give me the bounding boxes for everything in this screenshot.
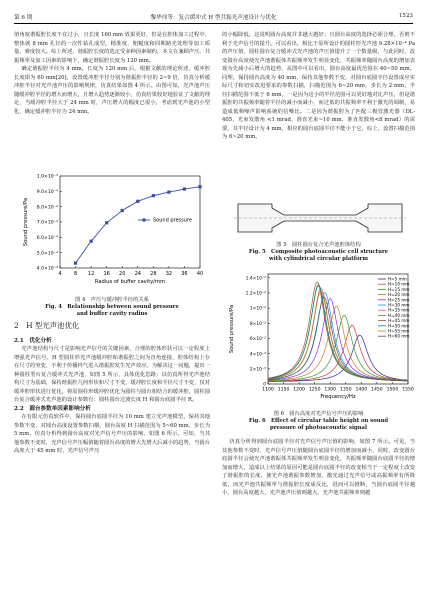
x-tick-label: 16 [103,271,110,277]
paragraph: 值角度谐振腔长度不宜过小，且长度 160 mm 效果更好，但是在腔体加工过程中，整体就 8 mm 孔径的一次性钻孔成型，精准度、粗糙度和同期路光处理等加工质量，难度较大。综上所述，谐振腔长度的选定受多种因素制约，本文在兼顾声压、共振频率及加工因素的影响下，确定谐振腔长度为 120 mm。 [14,32,210,64]
caption-en: Fig. 5 Composite photoacoustic cell structure [248,249,389,256]
caption-en: with cylindrical circular platform [269,256,368,263]
y-tick-label: 2×10⁻³ [249,367,266,373]
y-tick-label: 7.0×10⁻⁴ [36,220,58,226]
legend-label: H=55 mm [388,328,410,334]
legend-label: H=5 mm [388,276,407,282]
y-tick-label: 1.0×10⁻³ [36,174,58,180]
running-header [14,13,413,24]
y-tick-label: 5.0×10⁻⁴ [36,251,58,257]
x-tick-label: 1250 [308,387,321,393]
right-column-top [222,31,415,142]
legend-label: H=40 mm [388,312,410,318]
resonance-curve [268,297,408,381]
resonance-curve [268,306,408,380]
x-tick-label: 24 [134,271,141,277]
x-tick-label: 1500 [386,387,399,393]
y-tick-label: 1×10⁻² [249,306,266,312]
y-tick-label: 8×10⁻³ [249,321,266,327]
legend-label: H=50 mm [388,323,410,329]
y-tick-label: 8.0×10⁻⁴ [36,205,58,211]
paragraph: 的小幅降低，这说明圆台高度并非越大越好；且圆台高度的选择必须合理，否则不利于光声信号的提升。可以看出，相比于原所设计的圆柱形光声池 9.28×10⁻⁴ Pa 的声压值，圆柱圆台复合缓冲式光声池的声压值提升了一个数量级，与此同时，改变圆台高度使光声池谐振体共振频率发生明显变化，共振频率随圆台高度的增加表现为先减小后增大的趋势，从图中可以看出，圆台高度最优范围在 40~50 mm。同理，保持圆台高度为 40 mm，保持其他参数不变，对圆台底圆半径设置成应实际尺寸和切实改进要求的参数扫描，扫描范围为 6~20 mm，步长为 2 mm，半径扫描范围不低于 6 mm，一是因为这小的半径范围可以更好地对比声压，但是谐振腔的共振频率随着半径的减小而减小，而过低的共振频率不利于激光的调制，易造成低频噪声影响系统的信噪比。二是因为谐振腔为了匹配三极管激光器（DL-405，光束发散角 <1 mrad，准直光束~10 mm，准直发散角<8 mrad）的需要，其半径设计为 4 mm，相应的圆台底圆半径不能小于它，综上，设置扫描范围为 6~20 mm。 [222,32,415,140]
legend-marker [142,218,145,221]
x-tick-label: 20 [119,271,126,277]
x-tick-label: 1100 [262,387,274,393]
legend-label: H=35 mm [388,307,410,313]
x-tick-label: 1300 [324,387,337,393]
page-number: 1523 [398,13,413,19]
x-tick-label: 40 [196,271,204,277]
x-tick-label: 8 [73,271,78,277]
data-point [183,187,186,190]
y-tick-label: 9.0×10⁻⁴ [36,189,58,195]
data-point [74,261,77,264]
data-point [152,194,155,197]
x-tick-label: 1450 [371,387,383,393]
data-point [105,221,108,224]
left-column-bottom [14,322,210,456]
paragraph: 光声池结构与尺寸是影响光声信号的关键因素，合理的腔体形状可以一定程度上增强光声信号。H 型圆柱形光声池缓冲腔和谐振腔之间为直角连接，腔体结构上存在尺寸的突变，不利于传播样气进入谐振腔发生光声效应。为解决这一问题，提出一种圆柱型台复合缓冲式光声池，如图 5 所示，具体优化思路：以仿真所得光声池结构尺寸为基础，保持谐振腔几何形状和尺寸不变，缓冲腔长度和半径尺寸不变，仅对缓冲腔形状进行优化，将原圆柱形缓冲腔优化为圆柱与圆台相结合的缓冲腔，圆柱圆台复合缓冲式光声池的设计参数有：圆柱圆台过渡长度 H 和圆台底圆半径 R。 [14,346,210,403]
caption-cn: 图 4 声压与缓冲腔半径的关系 [75,297,149,303]
section-heading: 2 H 型光声池优化 [14,321,80,330]
right-column-bottom [222,438,415,498]
resonance-curve [268,293,408,381]
caption-en: and buffer cavity radius [76,311,148,318]
legend-label: H=20 mm [388,292,410,298]
caption-en: Fig. 6 Effect of circular table height on sound [248,418,389,425]
legend-label: H=30 mm [388,302,410,308]
legend-label: H=10 mm [388,281,410,287]
issue-number: 第 6 期 [14,15,33,21]
left-column-top [14,31,210,116]
x-tick-label: 32 [165,271,173,277]
data-point [167,191,170,194]
sound-pressure-line [76,187,200,263]
legend-label: H=45 mm [388,318,410,324]
paragraph: 在有限元仿真软件中，保持圆台底圆半径为 10 mm 建立光声池模型，保持其他参数不变，对圆台高度设置参数扫描，圆台高度 H 扫描范围为 5~60 mm，步长为 5 mm，仿真分析得到圆台高度对光声信号声压的影响，如图 6 所示。可知，当其他参数不变时，光声信号声压幅值随着圆台高度的增大先增大后减小的趋势，当圆台高度大于 45 mm 时，光声信号声压 [14,414,210,454]
caption-en: pressure of photoacoustic signal [270,425,367,432]
y-tick-label: 6×10⁻³ [249,337,266,343]
y-tick-label: 6.0×10⁻⁴ [36,235,58,241]
figure-6-chart [226,266,416,410]
x-tick-label: 1550 [402,387,414,393]
data-point [121,209,124,212]
legend-label: H=15 mm [388,286,410,292]
subsection-heading: 2.1 优化分析 [14,337,52,344]
x-tick-label: 1200 [293,387,305,393]
x-tick-label: 1400 [355,387,368,393]
data-point [198,185,201,188]
legend-label: H=25 mm [388,297,410,303]
running-title: 黎华伟等：复合缓冲式 H 型共振光声池设计与优化 [150,15,277,21]
x-tick-label: 12 [87,271,95,277]
x-axis-label: Frequency/Hz [320,394,356,400]
x-tick-label: 1150 [277,387,290,393]
data-point [90,240,93,243]
resonance-curve [268,291,408,381]
y-tick-label: 4×10⁻³ [249,352,266,358]
figure-6-caption [222,411,415,433]
figure-4-caption [14,297,210,319]
legend-label: H=60 mm [388,333,410,339]
caption-cn: 图 5 圆柱圆台复合光声池腔体结构 [276,242,361,248]
x-axis-label: Radius of buffer cavity/mm [94,279,166,285]
resonance-curve [268,299,408,381]
paragraph: 仿真分析得到圆台底圆半径对光声信号声压值的影响，如图 7 所示。可见，当其他参数不变时，光声信号声压值随圆台底圆半径的增加而减小，同时，改变圆台底圆半径会使光声池谐振体共振频率发生明显变化，共振频率随圆台底圆半径的增加而增大，造成以上结果的原因可能是圆台底圆半径的改变相当于一定程度上改变了谐振腔的长度，使光声池谐振参数增加，激光通过光声信号或高振频率有所降低，而光声池共振频率与谐振腔长度成反比，进而可以推断，当圆台底圆半径越小，圆台高度越大，光声池声压值则越大，光声池共振频率则越 [222,439,415,496]
x-tick-label: 36 [181,271,188,277]
y-axis-label: Sound pressure/Pa [229,304,235,354]
data-point [136,200,139,203]
x-tick-label: 28 [150,271,157,277]
figure-5-diagram [232,196,408,240]
y-tick-label: 0 [263,382,266,388]
y-axis-label: Sound pressure/Pa [23,197,29,247]
x-tick-label: 1350 [339,387,352,393]
subsection-heading: 2.2 圆台参数单因素影响分析 [14,405,91,412]
y-tick-label: 1.4×10⁻² [245,276,266,282]
legend-label: Sound pressure [153,217,192,224]
paragraph: 确定谐振腔半径为 4 mm，长度为 120 mm 后，根据文献的理论所述，缓冲腔长度即为 60 mm[20]，设置缓冲腔半径分别为谐振腔半径的 2~9 倍，仿真分析缓冲腔半径对光声池声压的影响规律，仿真结果如图 4 所示。由图可知，光声池声压随缓冲腔半径的增大而增大，且增大趋势逐渐较小，仿真结果较好地验证了文献的理论，当缓冲腔半径大于 24 mm 时，声压增大的幅度已很小，考虑到光声池的小型化，确定缓冲腔半径为 24 mm。 [14,66,210,115]
figure-5-caption [222,242,415,264]
y-tick-label: 4.0×10⁻⁴ [36,266,58,272]
x-tick-label: 4 [58,271,62,277]
figure-4-chart [20,170,210,292]
caption-en: Fig. 4 Relationship between sound pressure [45,304,179,311]
caption-cn: 图 6 圆台高度对光声信号声压的影响 [273,411,364,417]
y-tick-label: 1.2×10⁻² [245,291,266,297]
